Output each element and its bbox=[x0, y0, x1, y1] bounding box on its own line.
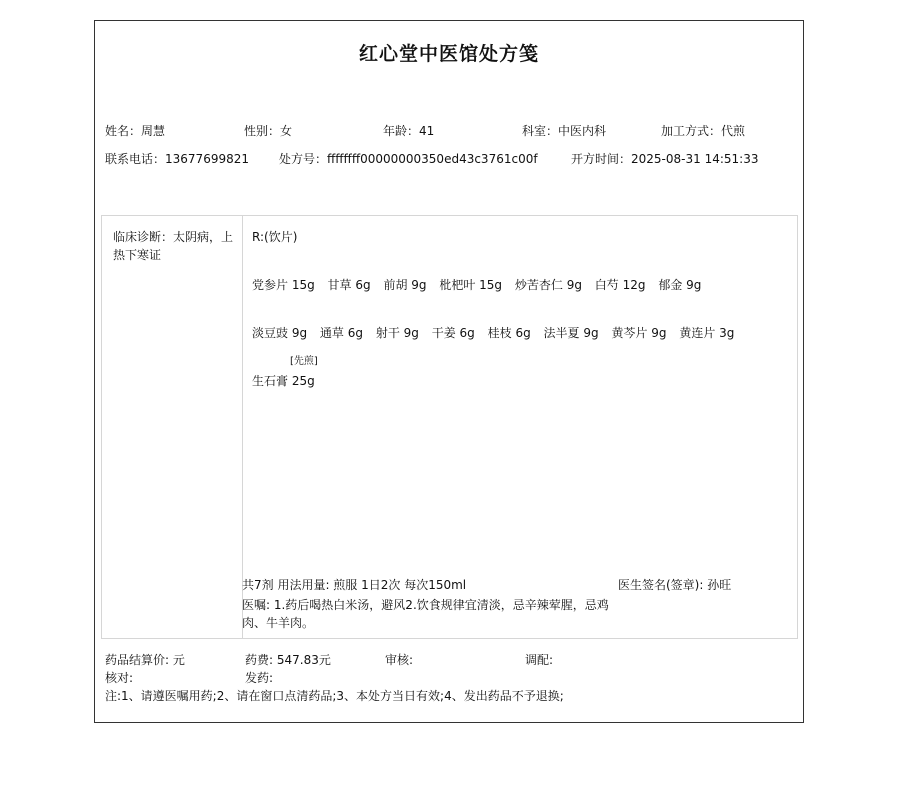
advice-label: 医嘱: bbox=[242, 598, 274, 612]
prescription-number bbox=[279, 150, 538, 167]
prescription-panel bbox=[101, 215, 798, 639]
phone-label: 联系电话： bbox=[105, 152, 166, 166]
rx-no-value: ffffffff00000000350ed43c3761c00f bbox=[327, 152, 538, 166]
drug-price-label: 药品结算价: bbox=[105, 653, 173, 667]
usage-dosage: 共7剂 用法用量: 煎服 1日2次 每次150ml bbox=[242, 578, 467, 592]
doctor-name: 孙旺 bbox=[707, 578, 732, 592]
herb-item: 通草 6g bbox=[319, 326, 363, 340]
panel-divider bbox=[242, 216, 243, 638]
herb-item: 炒苦杏仁 9g bbox=[514, 278, 582, 292]
contact-phone bbox=[105, 150, 249, 167]
dept-value: 中医内科 bbox=[558, 124, 607, 138]
herb-item: 黄连片 3g bbox=[679, 326, 735, 340]
herb-item: 射干 9g bbox=[375, 326, 419, 340]
issue-field: 发药: bbox=[245, 671, 274, 685]
gender-label: 性别： bbox=[244, 124, 281, 138]
herb-item: 桂枝 6g bbox=[487, 326, 531, 340]
diagnosis-text: 太阴病，上热下寒证 bbox=[113, 230, 234, 262]
rx-label: R:(饮片) bbox=[252, 230, 298, 244]
herb-item: 枇杷叶 15g bbox=[439, 278, 503, 292]
herb-row-3 bbox=[252, 372, 324, 389]
process-label: 加工方式： bbox=[661, 124, 722, 138]
herb-item: 白芍 12g bbox=[594, 278, 646, 292]
time-value: 2025-08-31 14:51:33 bbox=[631, 152, 759, 166]
phone-value: 13677699821 bbox=[165, 152, 249, 166]
process-method bbox=[661, 122, 745, 139]
patient-age bbox=[383, 122, 434, 139]
fee-label: 药费: bbox=[245, 653, 277, 667]
clinical-diagnosis bbox=[113, 228, 235, 264]
check-field: 核对: bbox=[105, 671, 134, 685]
dept-label: 科室： bbox=[522, 124, 559, 138]
herb-item: 干姜 6g bbox=[431, 326, 475, 340]
drug-fee bbox=[245, 651, 331, 668]
herb-item: 淡豆豉 9g bbox=[252, 326, 308, 340]
herb-note-first-decoct: [先煎] bbox=[290, 356, 318, 367]
department bbox=[522, 122, 606, 139]
prescribe-time bbox=[571, 150, 758, 167]
herb-item: 甘草 6g bbox=[327, 278, 371, 292]
age-label: 年龄： bbox=[383, 124, 420, 138]
age-value: 41 bbox=[419, 124, 435, 138]
herb-row-2 bbox=[252, 324, 743, 341]
herb-item: 党参片 15g bbox=[252, 278, 315, 292]
advice-text: 1.药后喝热白米汤，避风2.饮食规律宜清淡，忌辛辣荤腥，忌鸡肉、牛羊肉。 bbox=[242, 598, 609, 630]
drug-settlement-price bbox=[105, 651, 185, 668]
herb-item: 黄芩片 9g bbox=[611, 326, 667, 340]
herb-item: 郁金 9g bbox=[658, 278, 702, 292]
name-value: 周慧 bbox=[141, 124, 166, 138]
gender-value: 女 bbox=[280, 124, 293, 138]
patient-name bbox=[105, 122, 165, 139]
footer-notes: 注:1、请遵医嘱用药;2、请在窗口点清药品;3、本处方当日有效;4、发出药品不予退换; bbox=[105, 689, 564, 703]
dispense-field: 调配: bbox=[525, 653, 554, 667]
herb-item: 前胡 9g bbox=[383, 278, 427, 292]
time-label: 开方时间： bbox=[571, 152, 632, 166]
process-value: 代煎 bbox=[721, 124, 746, 138]
herb-item: 生石膏 25g bbox=[252, 374, 315, 388]
herb-row-1 bbox=[252, 276, 710, 293]
drug-price-unit: 元 bbox=[172, 653, 185, 667]
page-title: 红心堂中医馆处方笺 bbox=[358, 43, 539, 65]
doctor-signature bbox=[618, 576, 731, 593]
diagnosis-label: 临床诊断： bbox=[113, 230, 174, 244]
name-label: 姓名： bbox=[105, 124, 142, 138]
rx-no-label: 处方号： bbox=[279, 152, 328, 166]
prescription-form bbox=[94, 20, 804, 723]
review-field: 审核: bbox=[385, 653, 414, 667]
doctor-label: 医生签名(签章): bbox=[618, 578, 708, 592]
herb-item: 法半夏 9g bbox=[543, 326, 599, 340]
fee-value: 547.83元 bbox=[276, 653, 331, 667]
patient-gender bbox=[244, 122, 292, 139]
doctor-advice bbox=[242, 596, 622, 632]
